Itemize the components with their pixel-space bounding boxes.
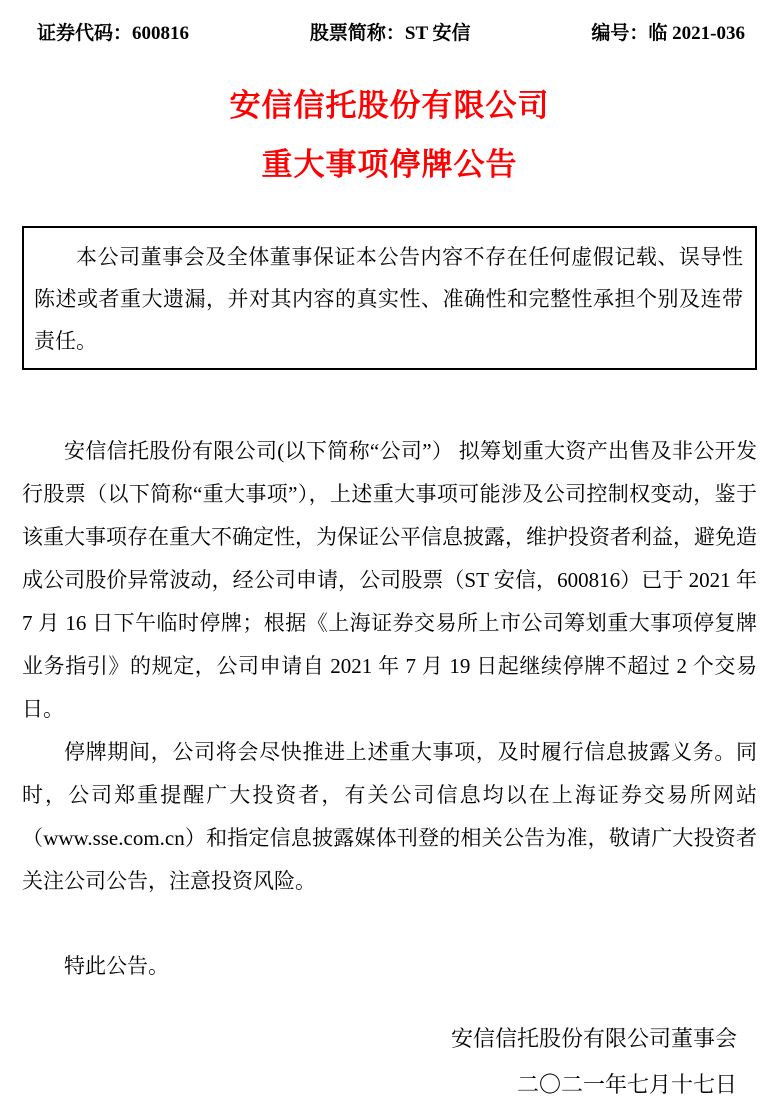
stock-name bbox=[310, 18, 471, 45]
disclaimer-text: 本公司董事会及全体董事保证本公告内容不存在任何虚假记载、误导性陈述或者重大遗漏，并对其内容的真实性、准确性和完整性承担个别及连带责任。 bbox=[34, 245, 743, 353]
document-header bbox=[22, 18, 757, 45]
stock-code-label: 证券代码： bbox=[37, 23, 133, 44]
closing-statement: 特此公告。 bbox=[64, 954, 169, 978]
announcement-number bbox=[591, 18, 745, 45]
paragraph-1-emphasis: 公司控制权变动 bbox=[543, 483, 694, 506]
company-name-title: 安信信托股份有限公司 bbox=[229, 88, 550, 123]
paragraph-1 bbox=[22, 430, 757, 731]
signature-date: 二〇二一年七月十七日 bbox=[516, 1072, 737, 1097]
signature-company: 安信信托股份有限公司董事会 bbox=[450, 1026, 737, 1051]
signature-block bbox=[22, 1016, 757, 1108]
stock-name-value: ST 安信 bbox=[404, 23, 471, 44]
disclaimer-box bbox=[22, 226, 757, 370]
stock-code-value: 600816 bbox=[132, 23, 190, 44]
stock-code bbox=[37, 18, 189, 45]
announcement-number-label: 编号： bbox=[591, 23, 649, 44]
announcement-title: 重大事项停牌公告 bbox=[261, 147, 518, 182]
stock-name-label: 股票简称： bbox=[309, 23, 405, 44]
announcement-body bbox=[22, 430, 757, 988]
paragraph-1-rest: ，鉴于该重大事项存在重大不确定性，为保证公平信息披露，维护投资者利益，避免造成公司股价异常波动，经公司申请，公司股票（ST 安信，600816）已于 2021 年 7 月 16 日下午临时停牌；根据《上海证券交易所上市公司筹划重大事项停复牌业务指引》的规定，公司申请自 2021 年 7 月 19 日起继续停牌不超过 2 个交易日。 bbox=[22, 482, 758, 721]
title-block bbox=[22, 89, 757, 182]
paragraph-2: 停牌期间，公司将会尽快推进上述重大事项，及时履行信息披露义务。同时，公司郑重提醒广大投资者，有关公司信息均以在上海证券交易所网站（www.sse.com.cn）和指定信息披露媒体刊登的相关公告为准，敬请广大投资者关注公司公告，注意投资风险。 bbox=[22, 740, 757, 893]
announcement-number-value: 临 2021-036 bbox=[648, 23, 745, 44]
paragraph-1-lead: 安信信托股份有限公司(以下简称“公司”） 拟筹划重大资产出售及非公开发行股票（以下简称“重大事项”），上述重大事项可能涉及 bbox=[22, 439, 757, 506]
